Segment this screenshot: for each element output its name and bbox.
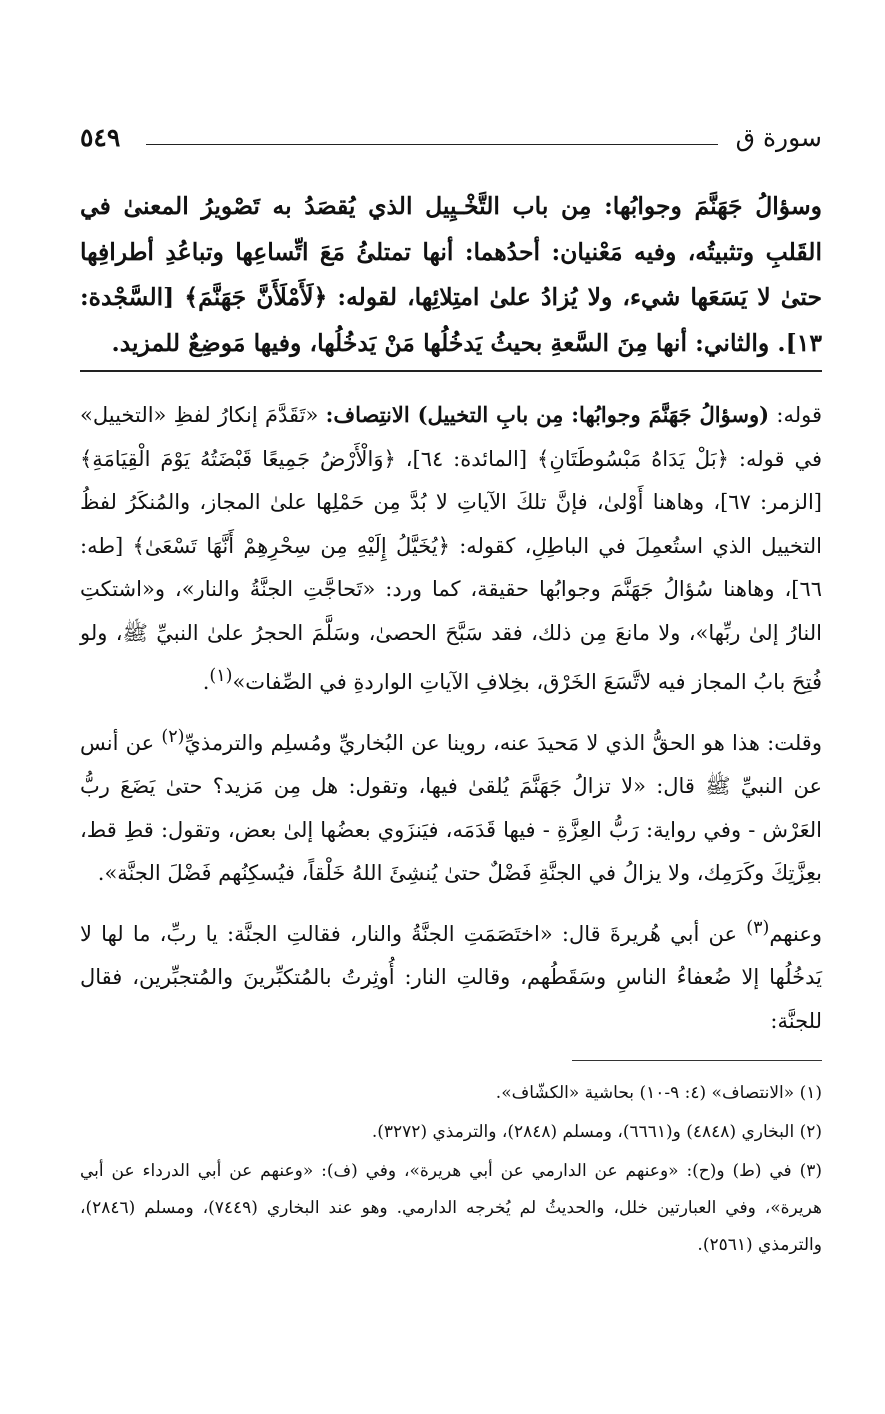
- header-rule: [146, 144, 718, 145]
- footnote-ref-1[interactable]: (١): [209, 666, 233, 686]
- footnote-ref-2[interactable]: (٢): [161, 726, 185, 747]
- main-text-paragraph: [80, 184, 822, 366]
- commentary-text: «تَقَدَّمَ إنكارُ لفظِ «التخييل» في قوله: ﴿بَلْ يَدَاهُ مَبْسُوطَتَانِ﴾ [المائدة: ٦٤]، ﴿وَالْأَرْضُ جَمِيعًا قَبْضَتُهُ يَوْمَ الْقِيَامَةِ﴾ [الزمر: ٦٧]، وهاهنا أَوْلىٰ، فإنَّ تلكَ الآياتِ لا بُدَّ مِن حَمْلِها علىٰ المجاز، والمُنكَرُ لفظُ التخييل الذي استُعمِلَ في الباطِلِ، كقوله: ﴿يُخَيَّلُ إِلَيْهِ مِن سِحْرِهِمْ أَنَّهَا تَسْعَىٰ﴾ [طه: ٦٦]، وهاهنا سُؤالُ جَهَنَّمَ وجوابُها حقيقة، كما ورد: «تَحاجَّتِ الجنَّةُ والنار»، و«اشتكتِ النارُ إلىٰ ربِّها»، ولا مانعَ مِن ذلك، فقد سَبَّحَ الحصىٰ، وسَلَّمَ الحجرُ علىٰ النبيِّ ﷺ، ولو فُتِحَ بابُ المجاز فيه لاتَّسَعَ الخَرْق، بخِلافِ الآياتِ الواردةِ في الصِّفات»: [80, 403, 823, 694]
- commentary-intro: قوله:: [769, 403, 822, 427]
- main-text-body: مِن باب التَّخْـيِيل الذي يُقصَدُ به تَصْويرُ المعنىٰ في القَلبِ وتثبيتُه، وفيه مَعْنيان: أحدُهما: أنها تمتلئُ مَعَ اتِّساعِها وتباعُدِ أطرافِها حتىٰ لا يَسَعَها شيء، ولا يُزادُ علىٰ امتِلائِها، لقوله: ﴿لَأَمْلَأَنَّ جَهَنَّمَ﴾ [السَّجْدة: ١٣]. والثاني: أنها مِنَ السَّعةِ بحيثُ يَدخُلُها مَنْ يَدخُلُها، وفيها مَوضِعٌ للمزيد.: [80, 192, 822, 357]
- page-number: ٥٤٩: [80, 123, 121, 152]
- commentary-text: عن أبي هُريرةَ قال: «اختَصَمَتِ الجنَّةُ والنار، فقالتِ الجنَّة: يا ربِّ، ما لها لا يَدخُلُها إلا ضُعفاءُ الناسِ وسَقَطُهم، وقالتِ النار: أُوثِرتُ بالمُتكبِّرينَ والمُتجبِّرين، فقال للجنَّة:: [80, 921, 822, 1033]
- main-text-block: [80, 184, 822, 366]
- commentary-block: [80, 393, 822, 1054]
- footnotes: [80, 1075, 822, 1266]
- commentary-end: .: [202, 670, 210, 694]
- commentary-text: عن أنس عن النبيِّ ﷺ قال: «لا تزالُ جَهَنَّمَ يُلقىٰ فيها، وتقول: هل مِن مَزيد؟ حتىٰ يَضَعَ ربُّ العَرْش - وفي رواية: رَبُّ العِزَّةِ - فيها قَدَمَه، فيَنزَوي بعضُها إلىٰ بعض، وتقول: قطِ قط، بعِزَّتِكَ وكَرَمِك، ولا يزالُ في الجنَّةِ فَضْلٌ حتىٰ يُنشِئَ اللهُ خَلْقاً، فيُسكِنُهم فَضْلَ الجنَّة».: [80, 730, 822, 885]
- book-page: [80, 0, 822, 1414]
- commentary-text: وقلت: هذا هو الحقُّ الذي لا مَحيدَ عنه، روينا عن البُخاريِّ ومُسلِم والترمذيِّ: [184, 730, 822, 755]
- surah-title: سورة ق: [735, 123, 822, 152]
- footnote-1: (١) «الانتصاف» (٤: ٩-١٠) بحاشية «الكشّاف».: [495, 1083, 822, 1103]
- commentary-paragraph-2: [80, 716, 822, 896]
- main-text-lead: وسؤالُ جَهَنَّمَ وجوابُها:: [604, 192, 822, 220]
- footnote-3: (٣) في (ط) و(ح): «وعنهم عن الدارمي عن أبي هريرة»، وفي (ف): «وعنهم عن أبي الدرداء عن أبي هريرة»، وفي العبارتين خلل، والحديثُ لم يُخرجه الدارمي. وهو عند البخاري (٧٤٤٩)، ومسلم (٢٨٤٦)، والترمذي (٢٥٦١).: [80, 1161, 823, 1255]
- running-header: [80, 118, 822, 162]
- commentary-paragraph-3: [80, 907, 822, 1044]
- main-text-divider: [80, 370, 822, 372]
- commentary-paragraph-1: [80, 393, 822, 705]
- footnote-2: (٢) البخاري (٤٨٤٨) و(٦٦٦١)، ومسلم (٢٨٤٨)، والترمذي (٣٢٧٢).: [371, 1122, 822, 1142]
- commentary-text: وعنهم: [769, 921, 822, 946]
- footnote-separator: [572, 1060, 822, 1061]
- footnote-ref-3[interactable]: (٣): [746, 917, 770, 938]
- commentary-heading: (وسؤالُ جَهَنَّمَ وجوابُها: مِن بابِ التخييل) الانتِصاف:: [325, 402, 770, 427]
